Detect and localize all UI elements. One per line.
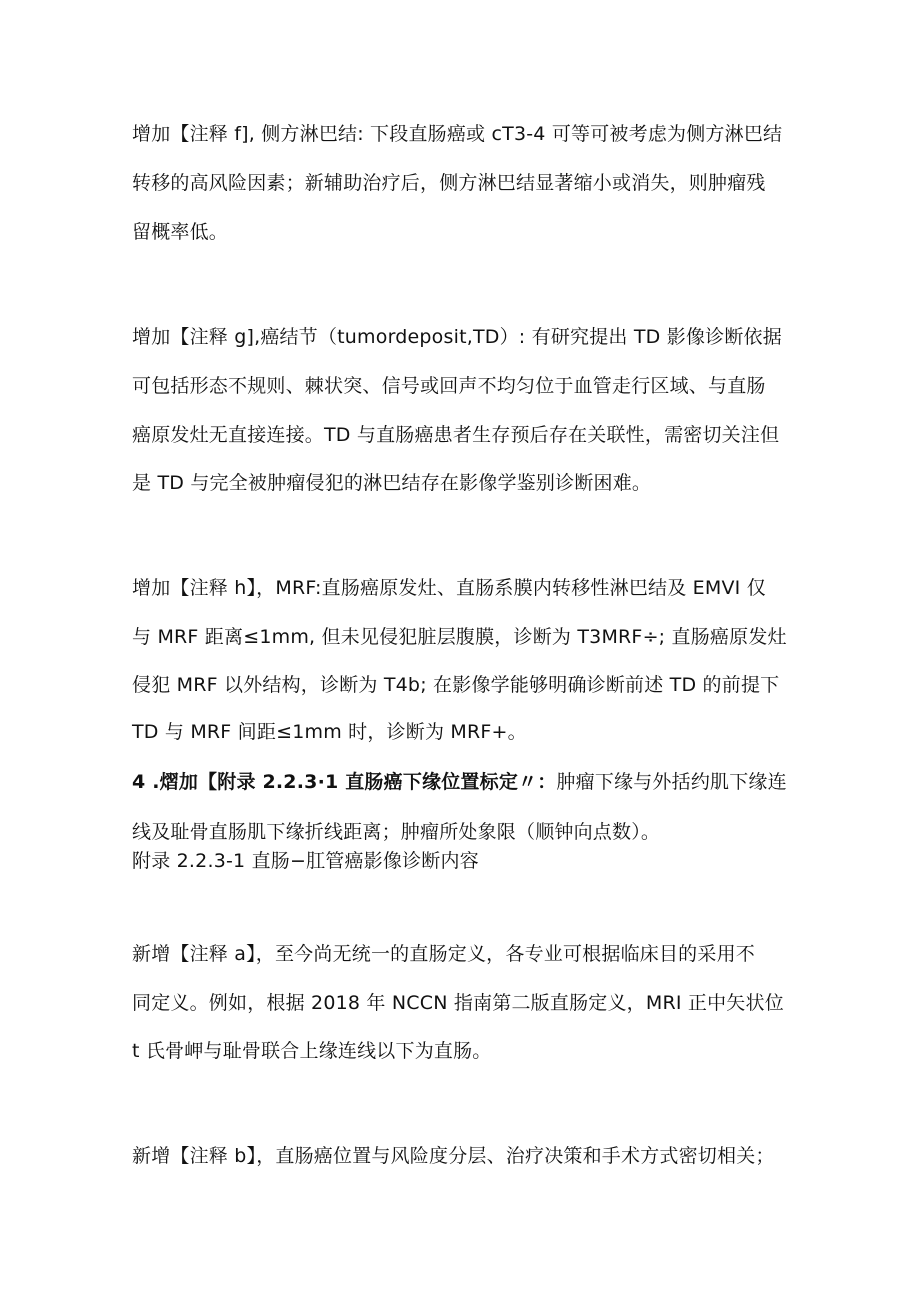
item-4-text: 肿瘤下缘与外括约肌下缘连 xyxy=(556,771,787,793)
note-h-line-1: 增加【注释 h】，MRF:直肠癌原发灶、直肠系膜内转移性淋巴结及 EMVI 仅 xyxy=(132,577,766,599)
note-h-line-4: TD 与 MRF 间距≤1mm 时，诊断为 MRF+。 xyxy=(132,721,527,743)
note-f-line-2: 转移的高风险因素；新辅助治疗后，侧方淋巴结显著缩小或消失，则肿瘤残 xyxy=(132,172,766,194)
note-g-line-1: 增加【注释 g],癌结节（tumordeposit,TD）: 有研究提出 TD 影像诊断依据 xyxy=(132,326,782,348)
item-4-line-2: 线及耻骨直肠肌下缘折线距离；肿瘤所处象限（顺钟向点数）。 xyxy=(132,821,661,843)
note-a-line-2: 同定义。例如，根据 2018 年 NCCN 指南第二版直肠定义，MRI 正中矢状位 xyxy=(132,992,784,1014)
note-h-line-3: 侵犯 MRF 以外结构，诊断为 T4b; 在影像学能够明确诊断前述 TD 的前提下 xyxy=(132,674,780,696)
note-g-line-2: 可包括形态不规则、棘状突、信号或回声不均匀位于血管走行区域、与直肠 xyxy=(132,375,766,397)
note-g-line-4: 是 TD 与完全被肿瘤侵犯的淋巴结存在影像学鉴别诊断困难。 xyxy=(132,472,652,494)
appendix-title: 附录 2.2.3-1 直肠−肛管癌影像诊断内容 xyxy=(132,850,479,872)
item-4-heading: 4 .熠加【附录 2.2.3·1 直肠癌下缘位置标定〃： xyxy=(132,771,557,793)
item-4-line-1 xyxy=(132,770,787,794)
note-f-line-3: 留概率低。 xyxy=(132,221,229,243)
note-a-line-1: 新增【注释 a】，至今尚无统一的直肠定义，各专业可根据临床目的采用不 xyxy=(132,943,755,965)
note-f-line-1: 增加【注释 f], 侧方淋巴结: 下段直肠癌或 cT3-4 可等可被考虑为侧方淋巴结 xyxy=(132,123,783,145)
note-a-line-3: t 氏骨岬与耻骨联合上缘连线以下为直肠。 xyxy=(132,1040,492,1062)
note-g-line-3: 癌原发灶无直接连接。TD 与直肠癌患者生存预后存在关联性，需密切关注但 xyxy=(132,424,780,446)
note-h-line-2: 与 MRF 距离≤1mm, 但未见侵犯脏层腹膜，诊断为 T3MRF÷; 直肠癌原发灶 xyxy=(132,626,787,648)
note-b-line-1: 新增【注释 b】，直肠癌位置与风险度分层、治疗决策和手术方式密切相关； xyxy=(132,1145,775,1167)
